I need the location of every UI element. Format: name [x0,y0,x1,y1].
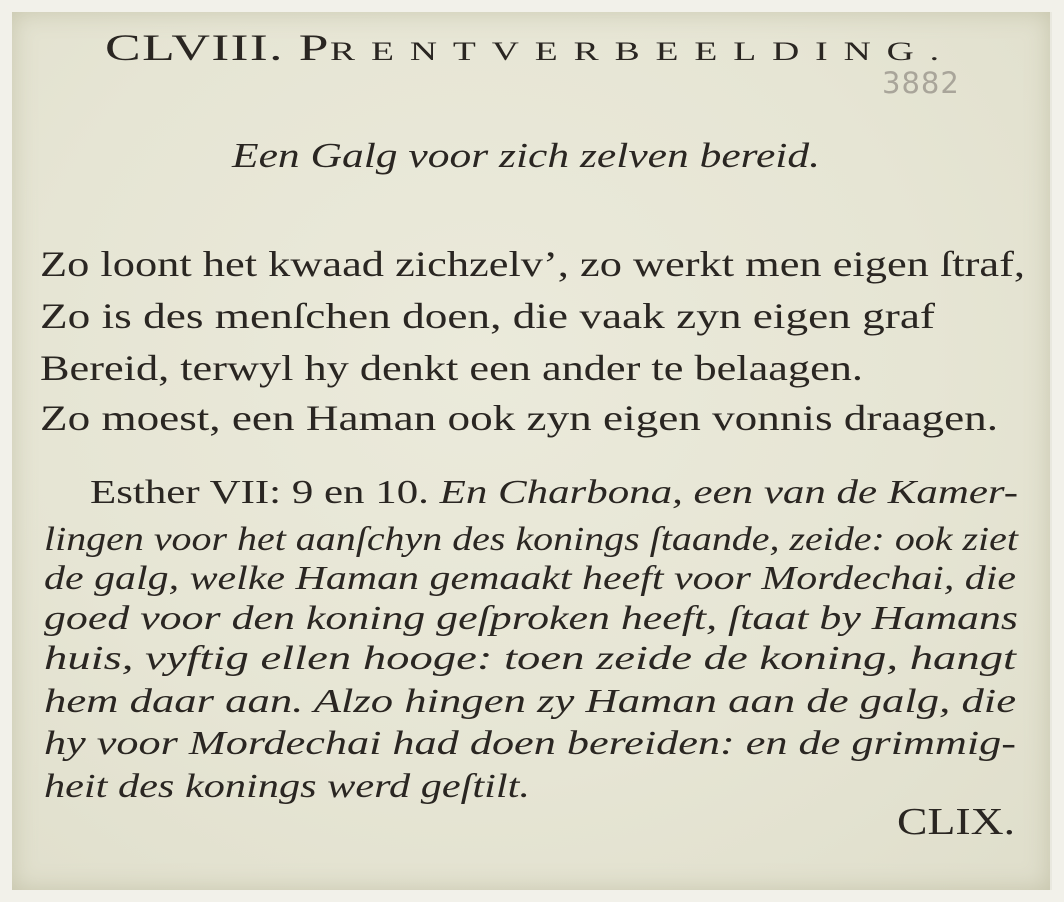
scripture-line-6: hem daar aan. Alzo hingen zy Haman aan de galg, die [44,683,1017,720]
poem-line-2: Zo is des menſchen doen, die vaak zyn eigen graf [40,296,936,336]
scripture-first-text: En Charbona, een van de Kamer- [439,474,1019,511]
poem-line-4: Zo moest, een Haman ook zyn eigen vonnis draagen. [40,398,999,438]
subtitle: Een Galg voor zich zelven bereid. [232,136,821,175]
scripture-line-2: lingen voor het aanſchyn des konings ſtaande, zeide: ook ziet [44,521,1018,558]
heading-number: CLVIII. [105,28,284,69]
scripture-first-line [90,474,1018,512]
poem-line-3: Bereid, terwyl hy denkt een ander te belaagen. [40,348,863,388]
scripture-line-5: huis, vyftig ellen hooge: toen zeide de koning, hangt [44,640,1017,677]
scripture-line-7: hy voor Mordechai had doen bereiden: en de grimmig- [44,725,1016,762]
catchword: CLIX. [897,801,1016,843]
scripture-line-3: de galg, welke Haman gemaakt heeft voor Mordechai, die [44,560,1017,597]
scripture-line-8: heit des konings werd geſtilt. [44,768,530,805]
scripture-line-4: goed voor den koning geſproken heeft, ſtaat by Hamans [44,600,1018,637]
poem-line-1: Zo loont het kwaad zichzelv’, zo werkt men eigen ſtraf, [40,244,1026,284]
heading-title-rest: RENTVERBEELDING. [330,37,955,66]
heading-title-initial: P [298,28,331,69]
page-heading [105,27,955,70]
scripture-reference: Esther VII: 9 en 10. [90,474,429,511]
inventory-number: 3882 [882,66,960,100]
